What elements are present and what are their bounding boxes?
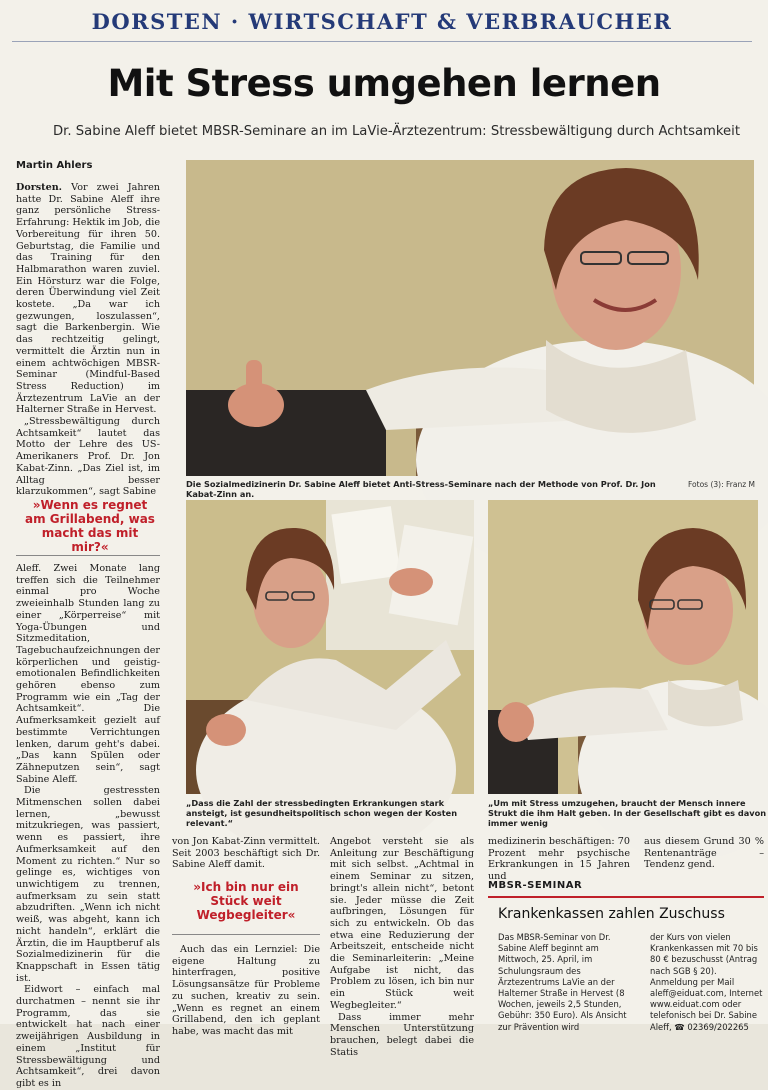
section-header: DORSTEN · WIRTSCHAFT & VERBRAUCHER <box>12 4 752 42</box>
dateline: Dorsten. <box>16 182 63 193</box>
paragraph-9: Dass immer mehr Menschen Unterstützung brauchen, belegt dabei die Statis <box>330 1011 474 1058</box>
column-2-bottom <box>172 944 320 1038</box>
column-4 <box>488 836 630 883</box>
info-box-text-right: der Kurs von vielen Krankenkassen mit 70 bis 80 € bezuschusst (Antrag nach SGB § 20). Anmeldung per Mail aleff@eiduat.com, Internet www.eiduat.com oder telefonisch bei Dr. Sabine Aleff, ☎ 02369/202265 <box>650 932 763 1032</box>
photo-bottom-left <box>186 500 474 794</box>
column-1-bottom <box>16 563 160 1090</box>
photo-credit: Fotos (3): Franz M <box>688 480 755 489</box>
paragraph-11: aus diesem Grund 30 % Rentenanträge – Tendenz gend. <box>644 836 764 871</box>
paragraph-10: medizinerin beschäftigen: 70 Prozent mehr psychische Erkrankungen in 15 Jahren und <box>488 836 630 883</box>
subline: Dr. Sabine Aleff bietet MBSR-Seminare an im LaVie-Ärztezentrum: Stressbewältigung durch Achtsamkeit <box>53 124 740 139</box>
paragraph-7: Auch das ein Lernziel: Die eigene Haltung zu hinterfragen, positive Lösungsansätze für Probleme zu suchen, kreativ zu sein. „Wenn es regnet an einem Grillabend, den ich geplant habe, was macht das mit <box>172 944 320 1037</box>
paragraph-1-text: Vor zwei Jahren hatte Dr. Sabine Aleff ihre ganz persönliche Stress-Erfahrung: Hektik im Job, die Vorbereitung für ihren 50. Geburtstag, die Familie und das Training für den Halbmarathon waren zuviel. Ein Hörsturz war die Folge, deren Überwindung viel Zeit kostete. „Da war ich gezwungen, loszulassen“, sagt die Barkenbergin. Wie das rechtzeitig gelingt, vermittelt die Ärztin nun in einem achtwöchigen MBSR-Seminar (Mindful-Based Stress Reduction) im Ärztezentrum LaVie an der Halterner Straße in Hervest. <box>16 182 161 416</box>
info-box-label: MBSR-SEMINAR <box>488 880 583 891</box>
paragraph-8: Angebot versteht sie als Anleitung zur Beschäftigung mit sich selbst. „Achtmal in einem Seminar zu sitzen, bringt's allein nicht“, betont sie. Jeder müsse die Zeit aufbringen, Lösungen für sich zu entwickeln. Ob das etwa eine Reduzierung der Arbeitszeit, entscheide nicht die Seminarleiterin: „Meine Aufgabe ist nicht, das Problem zu lösen, ich bin nur ein Stück weit Wegbegleiter.“ <box>330 836 474 1011</box>
pull-quote-2: »Ich bin nur ein Stück weit Wegbegleiter« <box>193 880 299 922</box>
photo-top <box>186 160 754 476</box>
caption-top: Die Sozialmedizinerin Dr. Sabine Aleff bietet Anti-Stress-Seminare nach der Methode von Prof. Dr. Jon Kabat-Zinn an. <box>186 479 656 499</box>
column-1-top <box>16 182 160 498</box>
caption-bottom-left: „Dass die Zahl der stressbedingten Erkrankungen stark ansteigt, ist gesundheitspolitisch schon wegen der Kosten relevant.“ <box>186 798 458 828</box>
paragraph-5: Eidwort – einfach mal durchatmen – nennt sie ihr Programm, das sie entwickelt hat nach einer zweijährigen Ausbildung in einem „Institut für Stressbewältigung und Achtsamkeit“, drei davon gibt es in <box>16 984 160 1089</box>
divider <box>16 555 160 556</box>
paragraph-3: Aleff. Zwei Monate lang treffen sich die Teilnehmer einmal pro Woche zweieinhalb Stunden lang zu einer „Körperreise“ mit Yoga-Übungen und Sitzmeditation, Tagebuchaufzeichnungen der körperlichen und geistig-emotionalen Befindlichkeiten gehören ebenso zum Programm wie ein „Tag der Achtsamkeit“. Die Aufmerksamkeit gezielt auf bestimmte Verrichtungen lenken, darum geht's dabei. „Das kann Spülen oder Zähneputzen sein“, sagt Sabine Aleff. <box>16 563 160 785</box>
info-box-title: Krankenkassen zahlen Zuschuss <box>498 906 725 922</box>
paragraph-6: von Jon Kabat-Zinn vermittelt. Seit 2003 beschäftigt sich Dr. Sabine Aleff damit. <box>172 836 320 871</box>
column-3 <box>330 836 474 1058</box>
info-box-text-left: Das MBSR-Seminar von Dr. Sabine Aleff beginnt am Mittwoch, 25. April, im Schulungsraum des Ärztezentrums LaVie an der Halterner Straße in Hervest (8 Wochen, jeweils 2,5 Stunden, Gebühr: 350 Euro). Als Ansicht zur Prävention wird <box>498 932 627 1032</box>
column-2 <box>172 836 320 871</box>
caption-bottom-right: „Um mit Stress umzugehen, braucht der Mensch innere Strukt die ihm Halt geben. In der Gesellschaft gibt es davon immer wenig <box>488 798 767 828</box>
paragraph-2: „Stressbewältigung durch Achtsamkeit“ lautet das Motto der Lehre des US-Amerikaners Prof. Dr. Jon Kabat-Zinn. „Das Ziel ist, im Alltag besser klarzukommen“, sagt Sabine <box>16 416 160 498</box>
paragraph-4: Die gestressten Mitmenschen sollen dabei lernen, „bewusst mitzukriegen, was passiert, wenn es passiert, ihre Aufmerksamkeit auf den Moment zu richten.“ Nur so gelinge es, wichtiges von unwichtigem zu trennen, aufmerksam zu sein statt abzudriften. „Wenn ich nicht weiß, was abgeht, kann ich nicht handeln“, erklärt die Ärztin, die im Hauptberuf als Sozialmedizinerin für die Knappschaft in Essen tätig ist. <box>16 785 160 984</box>
headline: Mit Stress umgehen lernen <box>107 62 661 105</box>
column-5 <box>644 836 764 871</box>
info-box-rule <box>488 896 764 898</box>
pull-quote-1: »Wenn es regnet am Grillabend, was macht das mit mir?« <box>25 498 155 554</box>
paragraph-1 <box>16 182 160 416</box>
photo-bottom-right <box>488 500 758 794</box>
author-byline: Martin Ahlers <box>16 160 93 171</box>
divider <box>172 934 320 935</box>
